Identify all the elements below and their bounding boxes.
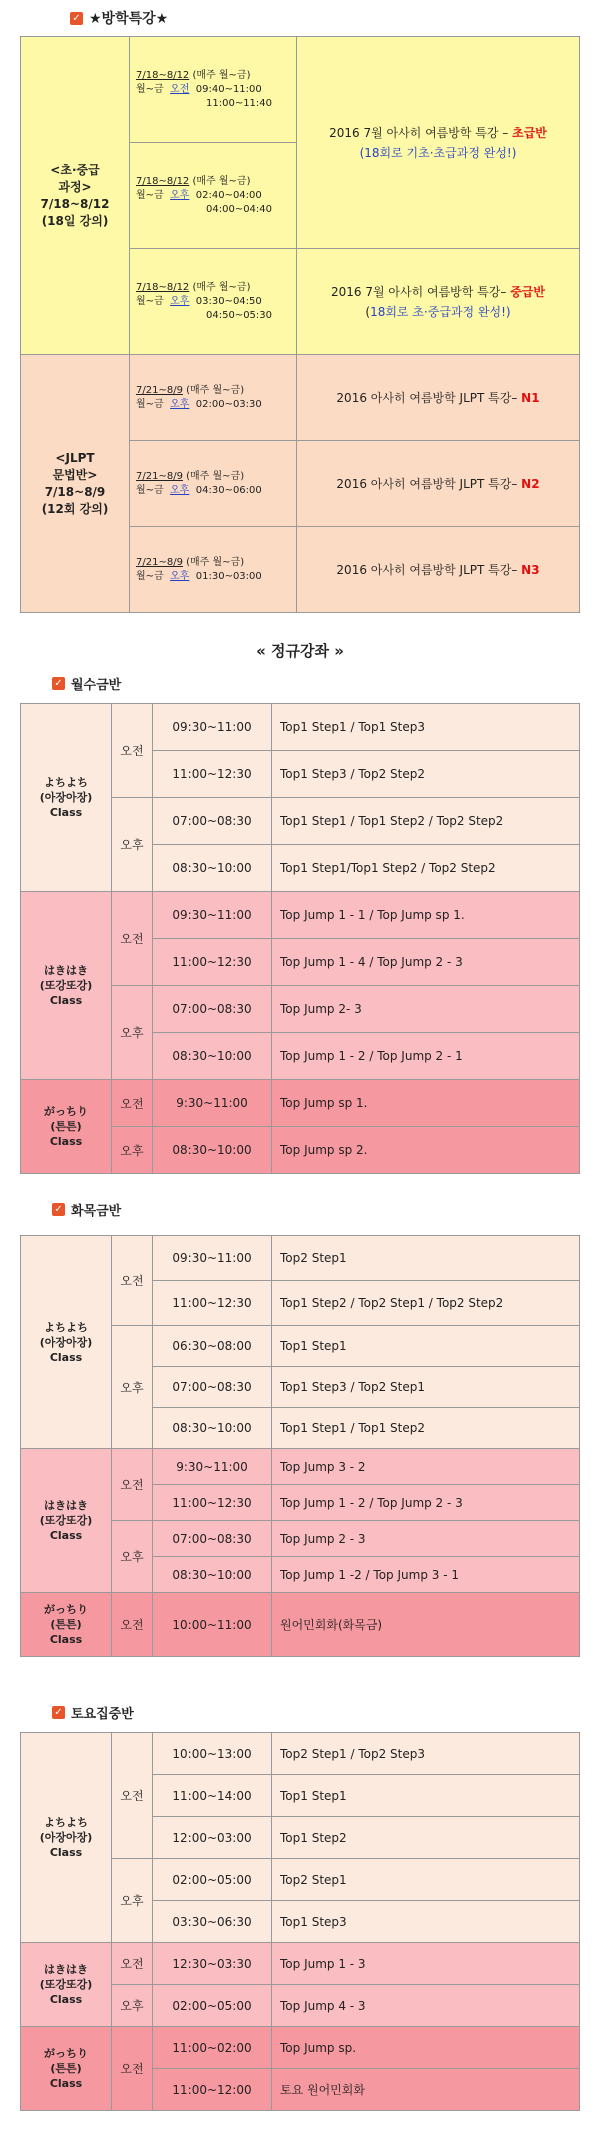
course-cell: Top Jump 2 - 3 (272, 1521, 580, 1557)
course-cell: Top1 Step2 / Top2 Step1 / Top2 Step2 (272, 1281, 580, 1326)
mwf-section-title: ✓ 월수금반 (52, 674, 121, 693)
class-label: よちよち (아장아장) Class (21, 1733, 112, 1943)
course-cell: Top1 Step1 / Top1 Step2 / Top2 Step2 (272, 798, 580, 845)
checkbox-icon: ✓ (70, 12, 83, 25)
checkbox-icon: ✓ (52, 1203, 65, 1216)
course-cell: Top1 Step1 / Top1 Step3 (272, 704, 580, 751)
course-cell: Top Jump 1 - 2 / Top Jump 2 - 3 (272, 1485, 580, 1521)
checkbox-icon: ✓ (52, 677, 65, 690)
time-cell: 06:30~08:00 (153, 1326, 272, 1367)
time-cell: 08:30~10:00 (153, 1408, 272, 1449)
course-cell: Top2 Step1 (272, 1236, 580, 1281)
checkbox-icon: ✓ (52, 1706, 65, 1719)
time-cell: 12:30~03:30 (153, 1943, 272, 1985)
am-label: 오전 (112, 1236, 153, 1326)
time-cell: 09:30~11:00 (153, 1236, 272, 1281)
summer-table (20, 36, 580, 613)
course-cell: Top Jump 1 - 4 / Top Jump 2 - 3 (272, 939, 580, 986)
course-cell: Top Jump 1 - 3 (272, 1943, 580, 1985)
time-cell: 7/21~8/9 (매주 월~금) 월~금 오후 01:30~03:00 (130, 527, 297, 613)
time-cell: 9:30~11:00 (153, 1080, 272, 1127)
time-cell: 11:00~12:30 (153, 1281, 272, 1326)
group-label-jlpt: <JLPT 문법반> 7/18~8/9 (12회 강의) (21, 355, 130, 613)
time-cell: 02:00~05:00 (153, 1985, 272, 2027)
class-label: はきはき (또강또강) Class (21, 892, 112, 1080)
time-cell: 08:30~10:00 (153, 845, 272, 892)
course-cell: Top Jump sp 2. (272, 1127, 580, 1174)
time-cell: 12:00~03:00 (153, 1817, 272, 1859)
course-cell: Top1 Step1/Top1 Step2 / Top2 Step2 (272, 845, 580, 892)
course-description: 2016 7월 아사히 여름방학 특강 – 초급반 (18회로 기초·초급과정 완성!) (297, 37, 580, 249)
time-cell: 11:00~02:00 (153, 2027, 272, 2069)
mwf-table (20, 703, 580, 1174)
course-cell: Top1 Step3 / Top2 Step1 (272, 1367, 580, 1408)
course-cell: Top1 Step3 / Top2 Step2 (272, 751, 580, 798)
am-label: 오전 (112, 892, 153, 986)
course-cell: Top Jump 1 - 2 / Top Jump 2 - 1 (272, 1033, 580, 1080)
pm-label: 오후 (112, 798, 153, 892)
time-cell: 10:00~13:00 (153, 1733, 272, 1775)
am-label: 오전 (112, 1733, 153, 1859)
time-cell: 07:00~08:30 (153, 986, 272, 1033)
time-cell: 11:00~12:30 (153, 751, 272, 798)
class-label: がっちり (튼튼) Class (21, 2027, 112, 2111)
time-cell: 7/21~8/9 (매주 월~금) 월~금 오후 04:30~06:00 (130, 441, 297, 527)
time-cell: 09:30~11:00 (153, 704, 272, 751)
pm-label: 오후 (112, 1326, 153, 1449)
course-cell: Top Jump 4 - 3 (272, 1985, 580, 2027)
group-label-basic: <초·중급 과정> 7/18~8/12 (18일 강의) (21, 37, 130, 355)
course-cell: Top Jump 3 - 2 (272, 1449, 580, 1485)
time-cell: 7/18~8/12 (매주 월~금) 월~금 오후 03:30~04:50 04:50~05:30 (130, 249, 297, 355)
tth-table (20, 1235, 580, 1657)
time-cell: 08:30~10:00 (153, 1127, 272, 1174)
course-cell: Top1 Step1 (272, 1775, 580, 1817)
sat-table (20, 1732, 580, 2111)
course-description: 2016 아사히 여름방학 JLPT 특강– N3 (297, 527, 580, 613)
time-cell: 7/18~8/12 (매주 월~금) 월~금 오전 09:40~11:00 11:00~11:40 (130, 37, 297, 143)
time-cell: 08:30~10:00 (153, 1557, 272, 1593)
time-cell: 11:00~14:00 (153, 1775, 272, 1817)
course-cell: Top Jump 2- 3 (272, 986, 580, 1033)
am-label: 오전 (112, 1593, 153, 1657)
course-cell: Top Jump 1 - 1 / Top Jump sp 1. (272, 892, 580, 939)
am-label: 오전 (112, 1449, 153, 1521)
course-description: 2016 아사히 여름방학 JLPT 특강– N1 (297, 355, 580, 441)
pm-label: 오후 (112, 1127, 153, 1174)
time-cell: 7/18~8/12 (매주 월~금) 월~금 오후 02:40~04:00 04:00~04:40 (130, 143, 297, 249)
time-cell: 10:00~11:00 (153, 1593, 272, 1657)
class-label: がっちり (튼튼) Class (21, 1080, 112, 1174)
pm-label: 오후 (112, 1521, 153, 1593)
class-label: よちよち (아장아장) Class (21, 704, 112, 892)
time-cell: 07:00~08:30 (153, 798, 272, 845)
sat-section-title: ✓ 토요집중반 (52, 1703, 134, 1722)
course-cell: Top1 Step1 / Top1 Step2 (272, 1408, 580, 1449)
am-label: 오전 (112, 1080, 153, 1127)
course-cell: 토요 원어민회화 (272, 2069, 580, 2111)
time-cell: 02:00~05:00 (153, 1859, 272, 1901)
course-cell: Top1 Step2 (272, 1817, 580, 1859)
am-label: 오전 (112, 2027, 153, 2111)
course-description: 2016 아사히 여름방학 JLPT 특강– N2 (297, 441, 580, 527)
pm-label: 오후 (112, 986, 153, 1080)
time-cell: 03:30~06:30 (153, 1901, 272, 1943)
time-cell: 11:00~12:00 (153, 2069, 272, 2111)
time-cell: 08:30~10:00 (153, 1033, 272, 1080)
time-cell: 07:00~08:30 (153, 1367, 272, 1408)
course-cell: Top2 Step1 (272, 1859, 580, 1901)
time-cell: 07:00~08:30 (153, 1521, 272, 1557)
course-cell: Top1 Step1 (272, 1326, 580, 1367)
time-cell: 9:30~11:00 (153, 1449, 272, 1485)
pm-label: 오후 (112, 1859, 153, 1943)
course-cell: Top2 Step1 / Top2 Step3 (272, 1733, 580, 1775)
course-cell: Top1 Step3 (272, 1901, 580, 1943)
class-label: はきはき (또강또강) Class (21, 1943, 112, 2027)
course-description: 2016 7월 아사히 여름방학 특강– 중급반 (18회로 초·중급과정 완성!) (297, 249, 580, 355)
course-cell: Top Jump sp. (272, 2027, 580, 2069)
regular-courses-title: « 정규강좌 » (256, 642, 344, 660)
am-label: 오전 (112, 1943, 153, 1985)
class-label: がっちり (튼튼) Class (21, 1593, 112, 1657)
pm-label: 오후 (112, 1985, 153, 2027)
time-cell: 09:30~11:00 (153, 892, 272, 939)
am-label: 오전 (112, 704, 153, 798)
summer-section-title: ✓ ★방학특강★ (70, 8, 168, 28)
time-cell: 7/21~8/9 (매주 월~금) 월~금 오후 02:00~03:30 (130, 355, 297, 441)
class-label: よちよち (아장아장) Class (21, 1236, 112, 1449)
course-cell: Top Jump 1 -2 / Top Jump 3 - 1 (272, 1557, 580, 1593)
course-cell: 원어민회화(화목금) (272, 1593, 580, 1657)
tth-section-title: ✓ 화목금반 (52, 1200, 121, 1219)
time-cell: 11:00~12:30 (153, 1485, 272, 1521)
course-cell: Top Jump sp 1. (272, 1080, 580, 1127)
class-label: はきはき (또강또강) Class (21, 1449, 112, 1593)
time-cell: 11:00~12:30 (153, 939, 272, 986)
